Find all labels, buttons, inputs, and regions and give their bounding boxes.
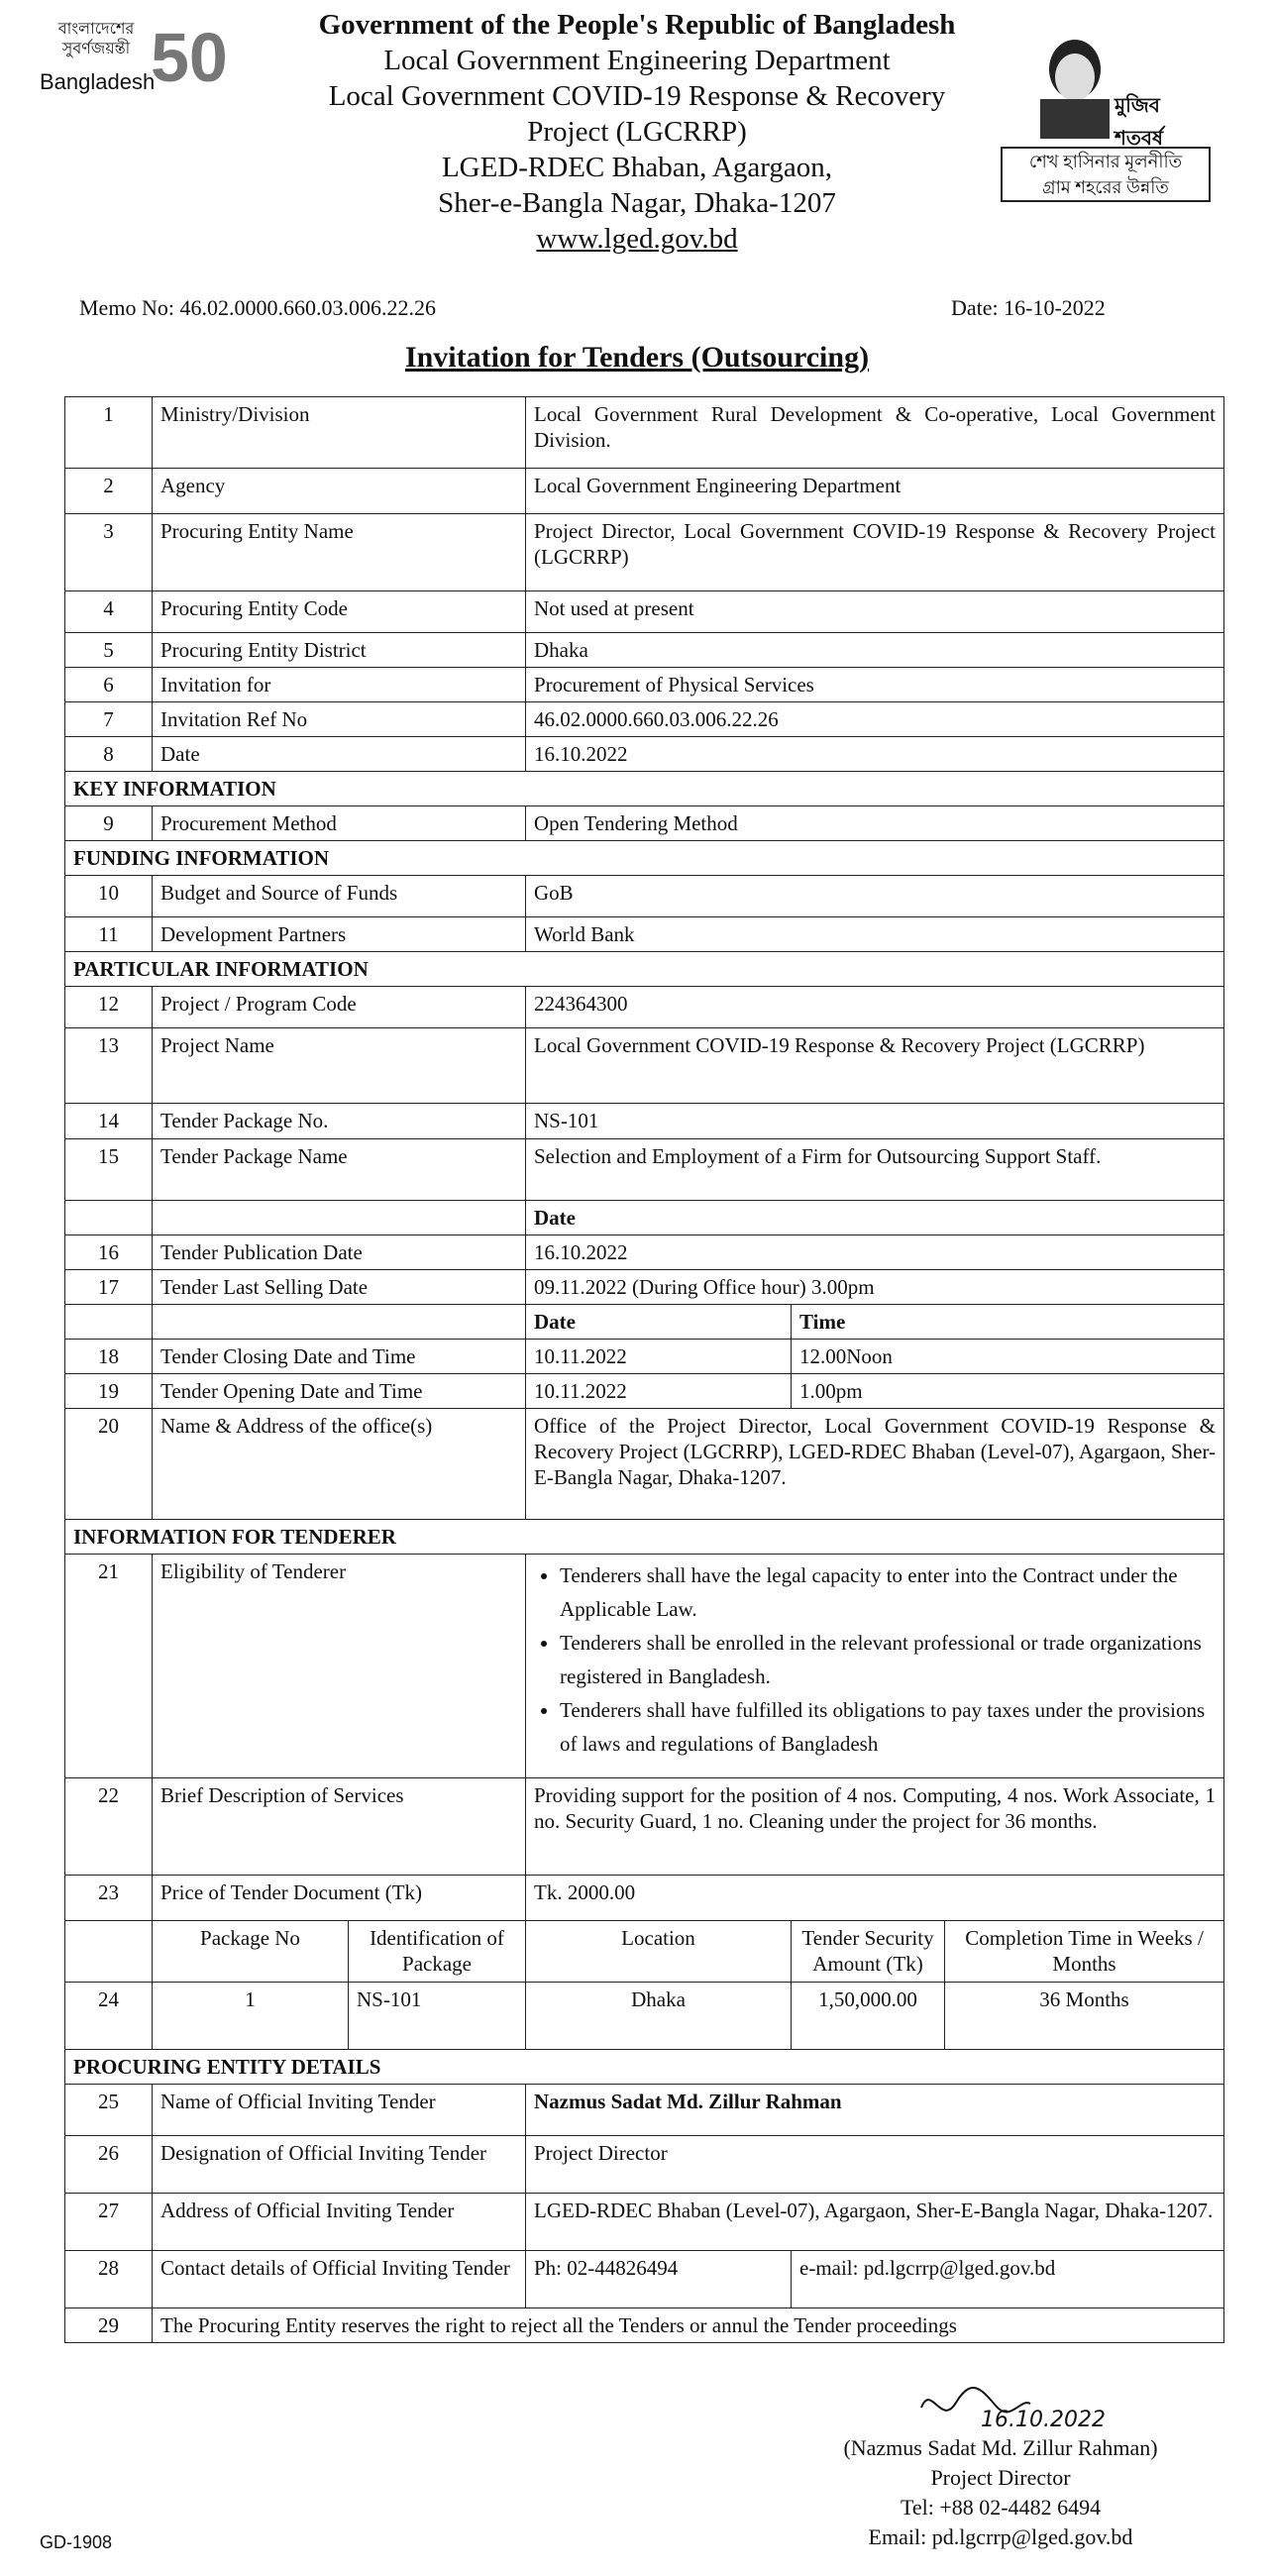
opening-time: 1.00pm — [792, 1374, 1224, 1409]
package-location: Dhaka — [526, 1983, 792, 2050]
closing-time: 12.00Noon — [792, 1340, 1224, 1374]
row-value: Open Tendering Method — [526, 806, 1224, 841]
table-row — [65, 469, 1224, 514]
row-value: Office of the Project Director, Local Government COVID-19 Response & Recovery Project (LGCRRP), LGED-RDEC Bhaban (Level-07), Agargaon, Sher-E-Bangla Nagar, Dhaka-1207. — [526, 1409, 1224, 1520]
row-label: Tender Package Name — [153, 1139, 526, 1201]
blank-cell — [153, 1201, 526, 1235]
row-number: 7 — [65, 702, 153, 737]
row-label: Tender Last Selling Date — [153, 1270, 526, 1305]
package-no: 1 — [153, 1983, 349, 2050]
row-label: Project / Program Code — [153, 987, 526, 1028]
row-label: Eligibility of Tenderer — [153, 1555, 526, 1778]
table-row — [65, 1374, 1224, 1409]
section-header — [65, 841, 1224, 876]
section-header — [65, 2050, 1224, 2085]
row-number: 2 — [65, 469, 153, 514]
section-procuring-entity-details: PROCURING ENTITY DETAILS — [65, 2050, 1224, 2085]
table-row — [65, 1235, 1224, 1270]
table-row — [65, 806, 1224, 841]
row-label: Contact details of Official Inviting Tender — [153, 2251, 526, 2308]
logo-bangladesh-text: Bangladesh — [40, 69, 156, 94]
table-row — [65, 1340, 1224, 1374]
table-row — [65, 1555, 1224, 1778]
row-number: 12 — [65, 987, 153, 1028]
row-value: Tk. 2000.00 — [526, 1876, 1224, 1921]
logo-bangla-text: বাংলাদেশের সুবর্ণজয়ন্তী — [57, 21, 135, 57]
row-value: GoB — [526, 876, 1224, 917]
identification-header: Identification of Package — [349, 1921, 526, 1983]
section-header — [65, 772, 1224, 806]
row-number: 22 — [65, 1778, 153, 1876]
row-label: Address of Official Inviting Tender — [153, 2194, 526, 2251]
table-row — [65, 1876, 1224, 1921]
date-column-header: Date — [526, 1201, 1224, 1235]
table-row — [65, 2085, 1224, 2136]
row-label: Procuring Entity Name — [153, 514, 526, 591]
row-label: Name of Official Inviting Tender — [153, 2085, 526, 2136]
package-identification: NS-101 — [349, 1983, 526, 2050]
completion-time: 36 Months — [945, 1983, 1224, 2050]
section-tenderer-information: INFORMATION FOR TENDERER — [65, 1520, 1224, 1555]
eligibility-list — [534, 1558, 1216, 1761]
memo-number: Memo No: 46.02.0000.660.03.006.22.26 — [79, 295, 436, 320]
row-value: 46.02.0000.660.03.006.22.26 — [526, 702, 1224, 737]
memo-date: Date: 16-10-2022 — [951, 295, 1106, 320]
row-number: 1 — [65, 397, 153, 469]
package-header-row — [65, 1921, 1224, 1983]
table-row — [65, 668, 1224, 702]
tender-security: 1,50,000.00 — [792, 1983, 945, 2050]
row-number: 23 — [65, 1876, 153, 1921]
row-number: 3 — [65, 514, 153, 591]
row-value: Dhaka — [526, 633, 1224, 668]
table-row — [65, 2308, 1224, 2343]
package-no-header: Package No — [153, 1921, 349, 1983]
closing-date: 10.11.2022 — [526, 1340, 792, 1374]
row-number: 20 — [65, 1409, 153, 1520]
golden-jubilee-logo — [40, 20, 238, 99]
logo-fifty-number: 50 — [151, 19, 228, 96]
row-number: 24 — [65, 1983, 153, 2050]
row-number: 15 — [65, 1139, 153, 1201]
row-label: Budget and Source of Funds — [153, 876, 526, 917]
signatory-designation: Project Director — [930, 2465, 1071, 2490]
row-label: Date — [153, 737, 526, 772]
row-label: Procuring Entity Code — [153, 591, 526, 633]
table-row — [65, 1778, 1224, 1876]
row-number: 16 — [65, 1235, 153, 1270]
row-label: Invitation Ref No — [153, 702, 526, 737]
row-number: 14 — [65, 1104, 153, 1139]
row-number: 6 — [65, 668, 153, 702]
date-column-header: Date — [526, 1305, 792, 1340]
blank-cell — [65, 1201, 153, 1235]
section-header — [65, 952, 1224, 987]
table-subheader — [65, 1305, 1224, 1340]
table-row — [65, 2136, 1224, 2194]
signatory-email[interactable]: Email: pd.lgcrrp@lged.gov.bd — [868, 2524, 1133, 2549]
list-item: • Tenderers shall have the legal capacity to enter into the Contract under the Applicable Law. — [560, 1558, 1216, 1626]
mujib-caption: মুজিব শতবর্ষ — [1115, 95, 1163, 150]
row-label: Procurement Method — [153, 806, 526, 841]
mujib-year-logo — [1020, 30, 1199, 228]
table-row — [65, 702, 1224, 737]
completion-header: Completion Time in Weeks / Months — [945, 1921, 1224, 1983]
row-number: 9 — [65, 806, 153, 841]
row-label: Designation of Official Inviting Tender — [153, 2136, 526, 2194]
row-number: 28 — [65, 2251, 153, 2308]
row-label: Brief Description of Services — [153, 1778, 526, 1876]
table-row — [65, 1104, 1224, 1139]
row-value: Procurement of Physical Services — [526, 668, 1224, 702]
row-label: Tender Package No. — [153, 1104, 526, 1139]
row-number: 29 — [65, 2308, 153, 2343]
contact-phone: Ph: 02-44826494 — [526, 2251, 792, 2308]
signatory-block — [753, 2433, 1248, 2552]
row-number: 19 — [65, 1374, 153, 1409]
signatory-tel: Tel: +88 02-4482 6494 — [900, 2495, 1102, 2520]
row-label: Tender Closing Date and Time — [153, 1340, 526, 1374]
row-value: The Procuring Entity reserves the right to reject all the Tenders or annul the Tender proceedings — [153, 2308, 1224, 2343]
list-item: • Tenderers shall have fulfilled its obligations to pay taxes under the provisions of laws and regulations of Bangladesh — [560, 1693, 1216, 1761]
row-number: 13 — [65, 1028, 153, 1104]
row-label: Price of Tender Document (Tk) — [153, 1876, 526, 1921]
table-row — [65, 1139, 1224, 1201]
official-name: Nazmus Sadat Md. Zillur Rahman — [526, 2085, 1224, 2136]
table-row — [65, 1270, 1224, 1305]
slogan-line-2: গ্রাম শহরের উন্নতি — [1042, 177, 1169, 197]
header-department: Local Government Engineering Department — [383, 45, 891, 76]
blank-cell — [153, 1305, 526, 1340]
table-row — [65, 876, 1224, 917]
row-value: 16.10.2022 — [526, 737, 1224, 772]
row-label: Agency — [153, 469, 526, 514]
security-header: Tender Security Amount (Tk) — [792, 1921, 945, 1983]
table-row — [65, 1028, 1224, 1104]
section-header — [65, 1520, 1224, 1555]
row-number: 8 — [65, 737, 153, 772]
row-number: 10 — [65, 876, 153, 917]
row-label: Development Partners — [153, 917, 526, 952]
row-value: Providing support for the position of 4 nos. Computing, 4 nos. Work Associate, 1 no. Security Guard, 1 no. Cleaning under the project for 36 months. — [526, 1778, 1224, 1876]
signature — [911, 2378, 1106, 2437]
table-row — [65, 397, 1224, 469]
footer-code: GD-1908 — [40, 2532, 113, 2552]
section-key-information: KEY INFORMATION — [65, 772, 1224, 806]
row-value: 09.11.2022 (During Office hour) 3.00pm — [526, 1270, 1224, 1305]
header-website-link[interactable]: www.lged.gov.bd — [536, 223, 738, 255]
row-number: 21 — [65, 1555, 153, 1778]
row-value: NS-101 — [526, 1104, 1224, 1139]
header-address-2: Sher-e-Bangla Nagar, Dhaka-1207 — [438, 187, 836, 219]
table-row — [65, 737, 1224, 772]
contact-email[interactable]: e-mail: pd.lgcrrp@lged.gov.bd — [792, 2251, 1224, 2308]
opening-date: 10.11.2022 — [526, 1374, 792, 1409]
tender-table — [64, 396, 1224, 2343]
eligibility-list-cell — [526, 1555, 1224, 1778]
table-row — [65, 633, 1224, 668]
row-number: 18 — [65, 1340, 153, 1374]
section-funding-information: FUNDING INFORMATION — [65, 841, 1224, 876]
header-project-2: Project (LGCRRP) — [527, 116, 747, 148]
signature-date: 16.10.2022 — [981, 2408, 1106, 2432]
table-row — [65, 917, 1224, 952]
row-number: 27 — [65, 2194, 153, 2251]
row-value: Project Director — [526, 2136, 1224, 2194]
row-value: Local Government Engineering Department — [526, 469, 1224, 514]
signatory-name: (Nazmus Sadat Md. Zillur Rahman) — [843, 2435, 1158, 2460]
table-subheader — [65, 1201, 1224, 1235]
row-number: 5 — [65, 633, 153, 668]
row-label: Ministry/Division — [153, 397, 526, 469]
row-value: World Bank — [526, 917, 1224, 952]
row-value: Local Government Rural Development & Co-operative, Local Government Division. — [526, 397, 1224, 469]
row-label: Invitation for — [153, 668, 526, 702]
blank-cell — [65, 1305, 153, 1340]
table-row — [65, 987, 1224, 1028]
header-government: Government of the People's Republic of Bangladesh — [318, 9, 956, 41]
row-value: Project Director, Local Government COVID-19 Response & Recovery Project (LGCRRP) — [526, 514, 1224, 591]
row-label: Procuring Entity District — [153, 633, 526, 668]
table-row — [65, 1983, 1224, 2050]
location-header: Location — [526, 1921, 792, 1983]
row-label: Tender Opening Date and Time — [153, 1374, 526, 1409]
table-row — [65, 1409, 1224, 1520]
row-label: Tender Publication Date — [153, 1235, 526, 1270]
row-value: Selection and Employment of a Firm for Outsourcing Support Staff. — [526, 1139, 1224, 1201]
section-particular-information: PARTICULAR INFORMATION — [65, 952, 1224, 987]
list-item: • Tenderers shall be enrolled in the relevant professional or trade organizations registered in Bangladesh. — [560, 1626, 1216, 1693]
row-label: Project Name — [153, 1028, 526, 1104]
slogan-line-1: শেখ হাসিনার মূলনীতি — [1028, 152, 1183, 171]
row-number: 26 — [65, 2136, 153, 2194]
table-row — [65, 2194, 1224, 2251]
header-address-1: LGED-RDEC Bhaban, Agargaon, — [441, 152, 833, 183]
row-value: 16.10.2022 — [526, 1235, 1224, 1270]
blank-cell — [65, 1921, 153, 1983]
row-number: 25 — [65, 2085, 153, 2136]
row-number: 4 — [65, 591, 153, 633]
table-row — [65, 514, 1224, 591]
slogan-box — [1001, 147, 1211, 202]
row-value: Not used at present — [526, 591, 1224, 633]
row-value: LGED-RDEC Bhaban (Level-07), Agargaon, Sher-E-Bangla Nagar, Dhaka-1207. — [526, 2194, 1224, 2251]
header-project-1: Local Government COVID-19 Response & Recovery — [328, 80, 946, 112]
table-row — [65, 2251, 1224, 2308]
row-value: Local Government COVID-19 Response & Recovery Project (LGCRRP) — [526, 1028, 1224, 1104]
page-title: Invitation for Tenders (Outsourcing) — [404, 341, 870, 374]
row-number: 11 — [65, 917, 153, 952]
letterhead — [248, 8, 1026, 257]
row-value: 224364300 — [526, 987, 1224, 1028]
time-column-header: Time — [792, 1305, 1224, 1340]
table-row — [65, 591, 1224, 633]
row-label: Name & Address of the office(s) — [153, 1409, 526, 1520]
row-number: 17 — [65, 1270, 153, 1305]
